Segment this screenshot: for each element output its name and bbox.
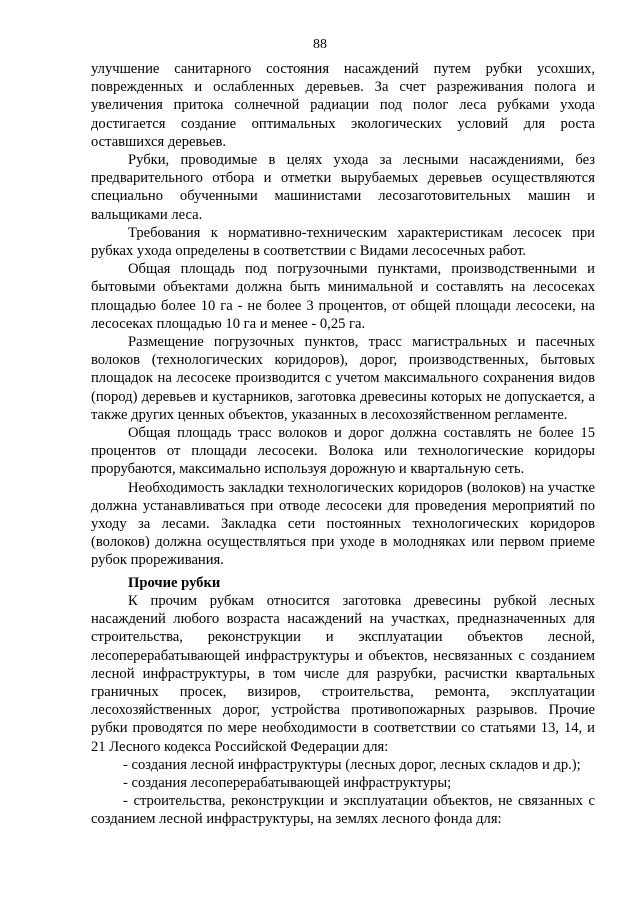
paragraph: Общая площадь трасс волоков и дорог должна составлять не более 15 процентов от площади лесосеки. Волока или технологические коридоры прорубаются, максимально используя дорожную и квартальную сеть. bbox=[91, 425, 595, 478]
paragraph: Необходимость закладки технологических коридоров (волоков) на участке должна устанавливаться при отводе лесосеки для проведения мероприятий по уходу за лесами. Закладка сети постоянных технологических коридоров (волоков) должна осуществляться при уходе в молодняках или первом приеме рубок прореживания. bbox=[91, 479, 595, 569]
list-item: - создания лесоперерабатывающей инфраструктуры; bbox=[123, 774, 452, 791]
paragraph: улучшение санитарного состояния насаждений путем рубки усохших, поврежденных и ослабленных деревьев. За счет разреживания полога и увеличения притока солнечной радиации под полог леса рубками ухода достигается создание оптимальных экологических условий для роста оставшихся деревьев. bbox=[91, 61, 595, 150]
paragraph: Рубки, проводимые в целях ухода за лесными насаждениями, без предварительного отбора и отметки вырубаемых деревьев осуществляются специально обученными машинистами лесозаготовительных машин и вальщиками леса. bbox=[91, 152, 595, 223]
page-number: 88 bbox=[313, 37, 327, 52]
paragraph: Требования к нормативно-техническим характеристикам лесосек при рубках ухода определены в соответствии с Видами лесосечных работ. bbox=[91, 224, 595, 260]
paragraph: К прочим рубкам относится заготовка древесины рубкой лесных насаждений любого возраста насаждений на участках, предназначенных для строительства, реконструкции и эксплуатации объектов лесной, лесоперерабатывающей инфраструктуры и объектов, несвязанных с созданием лесной инфраструктуры, в том числе для разрубки, расчистки квартальных граничных просек, визиров, строительства, ремонта, эксплуатации лесохозяйственных дорог, устройства противопожарных разрывов. Прочие рубки проводятся по мере необходимости в соответствии со статьями 13, 14, и 21 Лесного кодекса Российской Федерации для: bbox=[91, 592, 595, 755]
paragraph: Размещение погрузочных пунктов, трасс магистральных и пасечных волоков (технологических коридоров), дорог, производственных, бытовых площадок на лесосеке производится с учетом максимального сохранения видов (пород) деревьев и кустарников, заготовка древесины которых не допускается, а также других ценных объектов, указанных в лесохозяйственном регламенте. bbox=[91, 334, 595, 423]
list-item: - строительства, реконструкции и эксплуатации объектов, не связанных с созданием лесной инфраструктуры, на землях лесного фонда для: bbox=[91, 793, 595, 828]
section-heading: Прочие рубки bbox=[128, 574, 221, 591]
list-item: - создания лесной инфраструктуры (лесных дорог, лесных складов и др.); bbox=[123, 756, 581, 773]
document-body bbox=[91, 60, 595, 829]
paragraph: Общая площадь под погрузочными пунктами, производственными и бытовыми объектами должна быть минимальной и составлять на лесосеках площадью более 10 га - не более 3 процентов, от общей площади лесосеки, на лесосеках площадью 10 га и менее - 0,25 га. bbox=[91, 261, 595, 332]
